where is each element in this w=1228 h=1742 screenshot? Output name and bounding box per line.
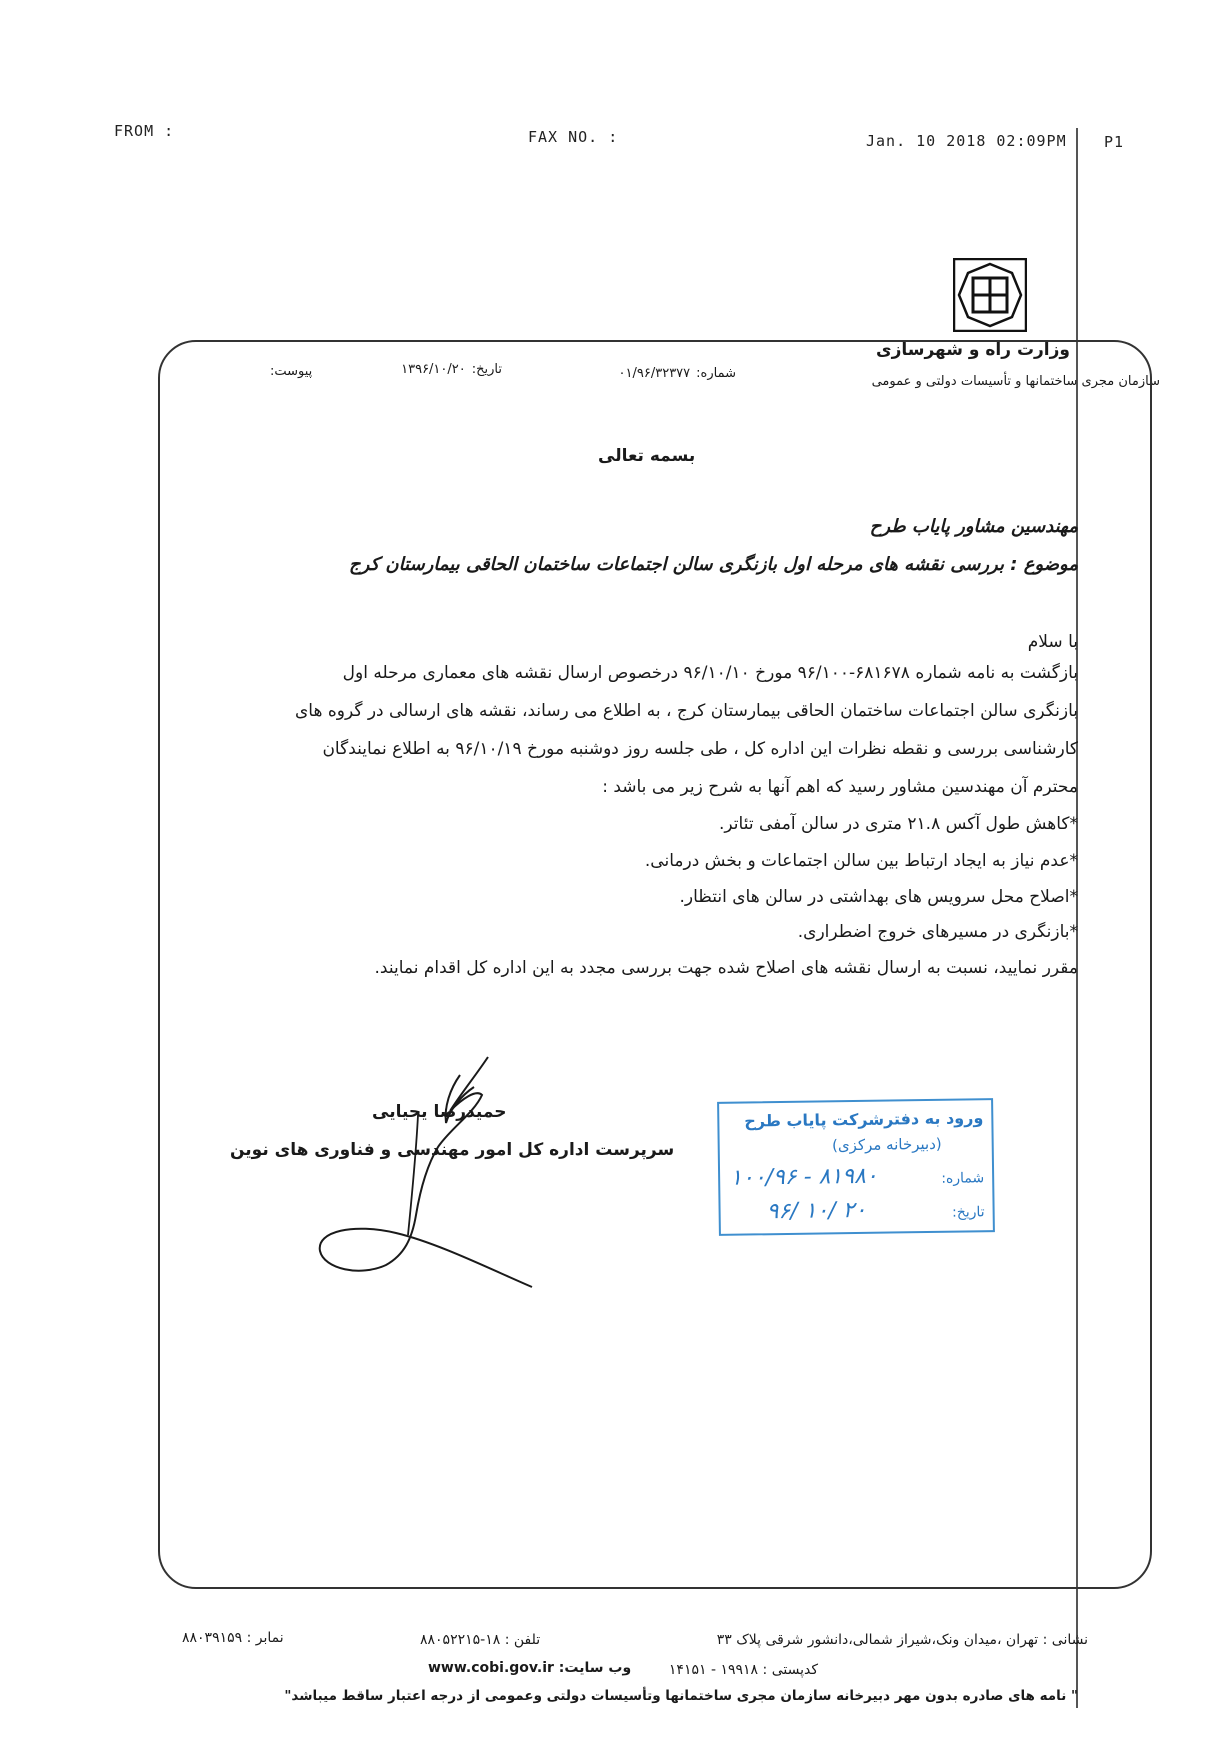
footer-address: نشانی : تهران ،میدان ونک،شیراز شمالی،دانشور شرقی پلاک ۳۳ — [716, 1632, 1088, 1648]
letter-greeting: با سلام — [1027, 632, 1078, 652]
letter-number-label: شماره: — [696, 366, 736, 381]
stamp-line-2: (دبیرخانه مرکزی) — [831, 1134, 942, 1155]
stamp-number-value: ۱۰۰/۹۶ - ۸۱۹۸۰ — [729, 1163, 878, 1191]
handwritten-signature — [300, 1055, 540, 1295]
letter-item-2: *عدم نیاز به ایجاد ارتباط بین سالن اجتماعات و بخش درمانی. — [644, 851, 1078, 871]
footer-fax: نمابر : ۸۸۰۳۹۱۵۹ — [182, 1630, 284, 1646]
letter-item-1: *کاهش طول آکس ۲۱.۸ متری در سالن آمفی تئاتر. — [719, 814, 1078, 834]
signer-title: سرپرست اداره کل امور مهندسی و فناوری های نوین — [230, 1140, 675, 1160]
reception-stamp — [717, 1098, 995, 1236]
letter-body-line-3: کارشناسی بررسی و نقطه نظرات این اداره کل ، طی جلسه روز دوشنبه مورخ ۹۶/۱۰/۱۹ به اطلاع نمایندگان — [322, 739, 1078, 759]
fax-number-label: FAX NO. : — [528, 128, 619, 146]
fax-datetime: Jan. 10 2018 02:09PM — [866, 132, 1067, 150]
stamp-number-label: شماره: — [941, 1170, 985, 1187]
footer-website: وب سایت: www.cobi.gov.ir — [428, 1660, 632, 1676]
letter-invocation: بسمه تعالی — [598, 446, 696, 466]
stamp-line-1: ورود به دفترشرکت پایاب طرح — [744, 1108, 984, 1131]
footer-notice: " نامه های صادره بدون مهر دبیرخانه سازمان مجری ساختمانها وتأسیسات دولتی وعمومی از درجه اعتبار ساقط میباشد" — [284, 1688, 1078, 1704]
stamp-date-label: تاریخ: — [951, 1204, 985, 1221]
letter-closing: مقرر نمایید، نسبت به ارسال نقشه های اصلاح شده جهت بررسی مجدد به این اداره کل اقدام نمایند. — [374, 958, 1078, 978]
letter-body-line-1: بازگشت به نامه شماره ۶۸۱۶۷۸-۹۶/۱۰۰ مورخ ۹۶/۱۰/۱۰ درخصوص ارسال نقشه های معماری مرحله اول — [342, 663, 1078, 683]
letter-item-4: *بازنگری در مسیرهای خروج اضطراری. — [797, 922, 1078, 942]
footer-postal-code: کدپستی : ۱۹۹۱۸ - ۱۴۱۵۱ — [668, 1662, 818, 1678]
stamp-date-value: ۹۶/ ۱۰/ ۲۰ — [766, 1197, 867, 1225]
letter-subject: موضوع : بررسی نقشه های مرحله اول بازنگری سالن اجتماعات ساختمان الحاقی بیمارستان کرج — [349, 554, 1078, 575]
letter-item-3: *اصلاح محل سرویس های بهداشتی در سالن های انتظار. — [679, 887, 1078, 907]
letter-body-line-2: بازنگری سالن اجتماعات ساختمان الحاقی بیمارستان کرج ، به اطلاع می رساند، نقشه های ارسالی در گروه های — [294, 701, 1078, 721]
letter-number-value: ۰۱/۹۶/۳۲۳۷۷ — [618, 366, 691, 381]
letter-date-value: ۱۳۹۶/۱۰/۲۰ — [401, 362, 466, 377]
letter-date-label: تاریخ: — [471, 362, 502, 377]
ministry-logo — [953, 258, 1027, 332]
fax-page-number: P1 — [1104, 133, 1125, 151]
letter-attachment-label: پیوست: — [270, 364, 313, 379]
letter-recipient: مهندسین مشاور پایاب طرح — [869, 516, 1078, 537]
letter-body-line-4: محترم آن مهندسین مشاور رسید که اهم آنها به شرح زیر می باشد : — [602, 777, 1078, 797]
signer-name: حمیدرضا یحیایی — [372, 1102, 507, 1122]
footer-phone: تلفن : ۱۸-۸۸۰۵۲۲۱۵ — [420, 1632, 541, 1648]
ministry-name: وزارت راه و شهرسازی — [875, 340, 1070, 360]
fax-from-label: FROM : — [114, 122, 175, 140]
organization-name: سازمان مجری ساختمانها و تأسیسات دولتی و عمومی — [871, 374, 1160, 389]
